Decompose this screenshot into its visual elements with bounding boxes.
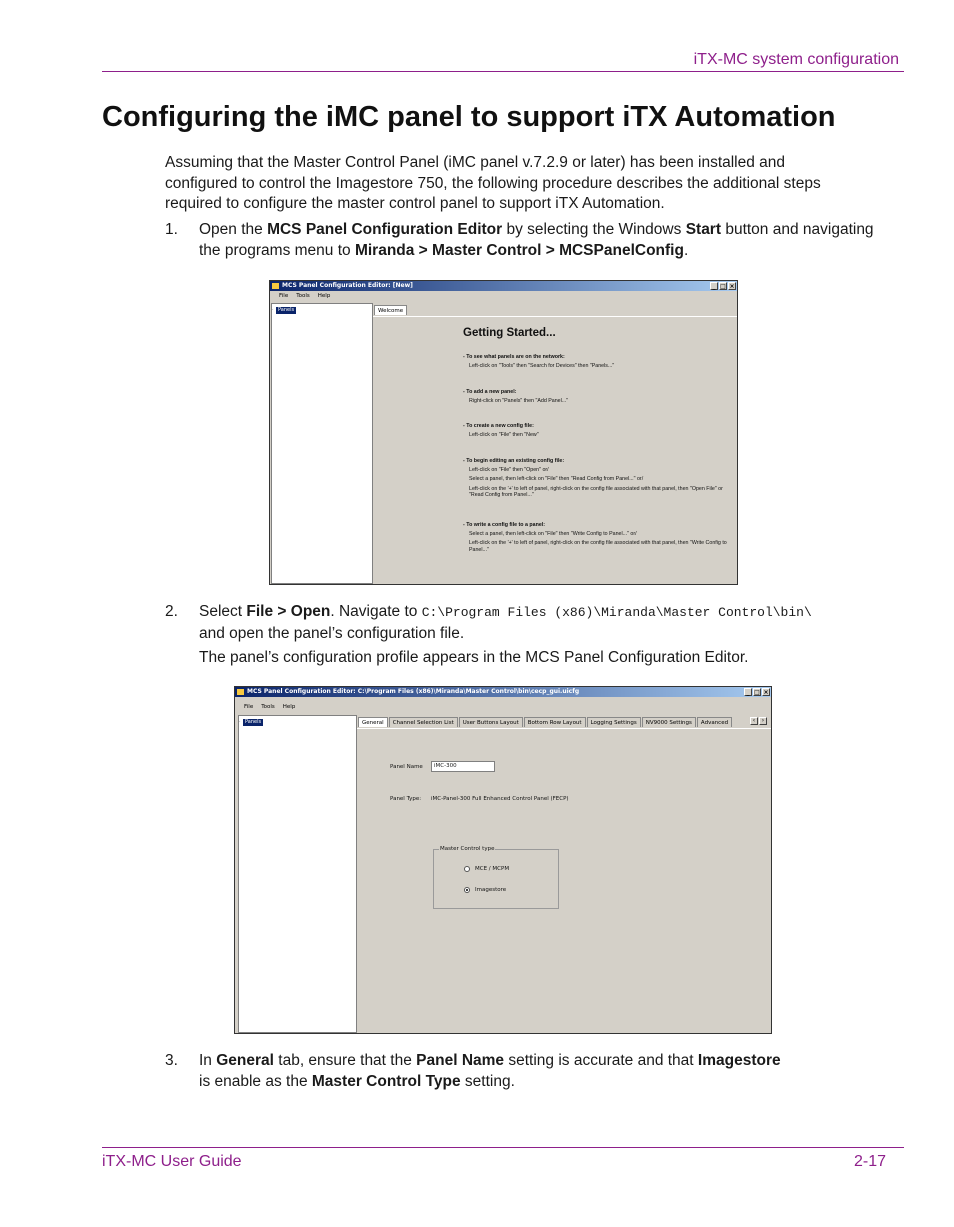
tab-advanced[interactable]: Advanced xyxy=(697,717,732,727)
menu-tools[interactable]: Tools xyxy=(261,704,275,710)
menu-help[interactable]: Help xyxy=(317,293,331,299)
menu-bar xyxy=(270,291,737,302)
step-number: 3. xyxy=(165,1052,178,1069)
close-icon[interactable]: × xyxy=(763,689,769,696)
radio-button-icon[interactable] xyxy=(464,866,470,872)
scroll-right-icon[interactable]: › xyxy=(759,717,767,725)
getting-started-item xyxy=(463,458,738,502)
step-text: Open the MCS Panel Configuration Editor by selecting the Windows Start button and navigating the programs menu to Miranda > Master Control > MCSPanelConfig. xyxy=(199,221,874,259)
path-code: C:\Program Files (x86)\Miranda\Master Control\bin\ xyxy=(421,605,812,620)
menu-file[interactable]: File xyxy=(244,704,254,710)
screenshot-general-window xyxy=(234,686,772,1034)
header-rule xyxy=(102,71,904,72)
step-text: In General tab, ensure that the Panel Name setting is accurate and that Imagestore is enable as the Master Control Type setting. xyxy=(199,1052,781,1090)
getting-started-item xyxy=(463,522,738,556)
item-heading: - To see what panels are on the network: xyxy=(463,354,565,360)
item-line: Right-click on "Panels" then "Add Panel..." xyxy=(469,397,569,404)
radio-imagestore[interactable] xyxy=(464,887,506,893)
menu-bar xyxy=(235,702,771,713)
getting-started-heading: Getting Started... xyxy=(463,327,556,339)
maximize-icon[interactable]: □ xyxy=(754,689,760,696)
item-heading: - To begin editing an existing config file: xyxy=(463,458,565,464)
tab-user-buttons-layout[interactable]: User Buttons Layout xyxy=(459,717,523,727)
panel-type-value: iMC-Panel-300 Full Enhanced Control Panel (FECP) xyxy=(431,796,569,802)
radio-label: MCE / MCPM xyxy=(475,866,510,872)
master-control-type-group xyxy=(433,846,559,909)
window-title: MCS Panel Configuration Editor: C:\Program Files (x86)\Miranda\Master Control\bin\cecp_gui.uicfg xyxy=(247,688,580,695)
item-heading: - To write a config file to a panel: xyxy=(463,522,546,528)
app-icon xyxy=(237,689,244,695)
tab-scroll xyxy=(750,717,767,725)
general-panel xyxy=(357,728,771,1034)
panel-name-input[interactable]: iMC-300 xyxy=(431,761,495,772)
footer-rule xyxy=(102,1147,904,1148)
radio-label: Imagestore xyxy=(475,887,507,893)
item-line: Left-click on the '+' to left of panel, right-click on the config file associated with that panel, then "Write Config to Panel..." xyxy=(469,540,727,553)
step-2-note: The panel’s configuration profile appears in the MCS Panel Configuration Editor. xyxy=(199,649,749,666)
maximize-icon[interactable]: □ xyxy=(720,283,726,290)
tab-nv9000-settings[interactable]: NV9000 Settings xyxy=(642,717,696,727)
item-line: Left-click on the '+' to left of panel, right-click on the config file associated with that panel, then "Open File" or "Read Config from Panel..." xyxy=(469,485,723,499)
panel-type-label: Panel Type: xyxy=(390,796,422,802)
tab-bottom-row-layout[interactable]: Bottom Row Layout xyxy=(524,717,586,727)
window-title: MCS Panel Configuration Editor: [New] xyxy=(282,282,413,289)
tree-connector: · xyxy=(272,307,274,313)
tab-channel-selection-list[interactable]: Channel Selection List xyxy=(389,717,458,727)
item-line: Left-click on "File" then "New" xyxy=(469,431,539,438)
step-number: 2. xyxy=(165,603,178,620)
panels-tree xyxy=(271,303,373,584)
minimize-icon[interactable]: _ xyxy=(710,282,718,290)
radio-mce-mcpm[interactable] xyxy=(464,866,509,872)
menu-file[interactable]: File xyxy=(279,293,289,299)
page-title: Configuring the iMC panel to support iTX Automation xyxy=(102,101,836,133)
panel-name-label: Panel Name xyxy=(390,764,423,770)
tree-item-panels[interactable]: Panels xyxy=(278,307,295,313)
group-label: Master Control type xyxy=(440,846,495,852)
header-section-title: iTX-MC system configuration xyxy=(693,51,899,68)
step-text: Select File > Open. Navigate to C:\Program Files (x86)\Miranda\Master Control\bin\ and open the panel’s configuration file. xyxy=(199,603,812,642)
radio-button-selected-icon[interactable] xyxy=(464,887,470,893)
tab-welcome[interactable]: Welcome xyxy=(374,305,407,315)
getting-started-item xyxy=(463,354,738,372)
tab-row xyxy=(358,717,733,727)
app-icon xyxy=(272,283,279,289)
tab-logging-settings[interactable]: Logging Settings xyxy=(587,717,641,727)
step-number: 1. xyxy=(165,221,178,238)
menu-tools[interactable]: Tools xyxy=(296,293,310,299)
item-heading: - To create a new config file: xyxy=(463,423,534,429)
footer-page-number: 2-17 xyxy=(853,1153,886,1170)
tree-connector: · xyxy=(239,719,241,725)
tab-general[interactable]: General xyxy=(358,717,388,727)
scroll-left-icon[interactable]: ‹ xyxy=(750,717,758,725)
window-titlebar xyxy=(270,281,737,291)
close-icon[interactable]: × xyxy=(729,283,735,290)
tree-item-panels[interactable]: Panels xyxy=(245,719,262,725)
item-line: Left-click on "File" then "Open" or/ xyxy=(469,466,549,473)
item-line: Select a panel, then left-click on "File" then "Read Config from Panel..." or/ xyxy=(469,476,644,483)
menu-help[interactable]: Help xyxy=(282,704,296,710)
tab-row xyxy=(374,305,408,315)
getting-started-item xyxy=(463,423,738,441)
getting-started-item xyxy=(463,389,738,407)
item-heading: - To add a new panel: xyxy=(463,389,517,395)
window-titlebar xyxy=(235,687,771,697)
panels-tree xyxy=(238,715,357,1033)
item-line: Select a panel, then left-click on "File" then "Write Config to Panel..." or/ xyxy=(469,530,637,537)
minimize-icon[interactable]: _ xyxy=(744,688,752,696)
intro-paragraph: Assuming that the Master Control Panel (iMC panel v.7.2.9 or later) has been installed and configured to control the Imagestore 750, the following procedure describes the additional steps required to configure the master control panel to support iTX Automation. xyxy=(165,154,821,212)
footer-guide-title: iTX-MC User Guide xyxy=(102,1153,242,1170)
item-line: Left-click on "Tools" then "Search for Devices" then "Panels..." xyxy=(469,362,615,369)
